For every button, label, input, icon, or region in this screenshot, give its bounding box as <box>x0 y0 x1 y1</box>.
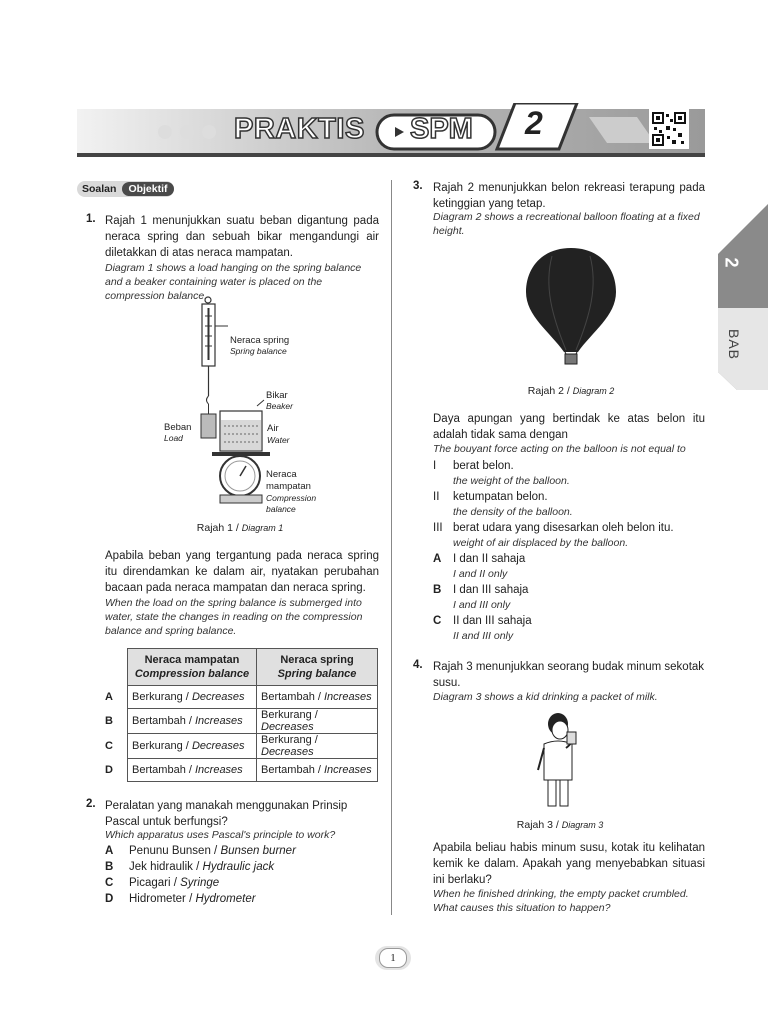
spring-balance-diagram <box>160 296 270 516</box>
q1-caption-en: Diagram 1 <box>241 523 284 533</box>
q1-answer-table <box>105 648 378 782</box>
label-air-en: Water <box>267 435 290 445</box>
q3-caption-en: Diagram 2 <box>572 386 615 396</box>
side-tab-number: 2 <box>721 257 742 268</box>
section-label-soalan: Soalan <box>82 183 117 195</box>
side-tab-label: BAB <box>726 329 742 361</box>
q1-text-ms: Rajah 1 menunjukkan suatu beban digantung pada neraca spring dan sebuah bikar mengandungi air diletakkan di atas neraca mampatan. <box>105 215 379 259</box>
table-row[interactable] <box>105 734 378 759</box>
table-cell: Bertambah / Increases <box>257 686 378 709</box>
q4-ask-ms: Apabila beliau habis minum susu, kotak itu kelihatan kemik ke dalam. Apakah yang menyebabkan situasi ini berlaku? <box>433 842 705 886</box>
label-air-ms: Air <box>267 423 279 434</box>
table-cell: Berkurang / Decreases <box>128 734 257 759</box>
banner-sub: SPM <box>410 113 473 145</box>
q1-caption <box>180 522 300 534</box>
table-row[interactable] <box>105 686 378 709</box>
q4-text-ms: Rajah 3 menunjukkan seorang budak minum sekotak susu. <box>433 661 705 689</box>
section-label-objektif: Objektif <box>122 182 173 196</box>
q3-option-a[interactable]: A I dan II sahaja I and II only <box>433 553 526 580</box>
q3-text-en: Diagram 2 shows a recreational balloon floating at a fixed height. <box>433 211 700 237</box>
q3-statement-2: II ketumpatan belon. the density of the balloon. <box>433 491 573 518</box>
row-label: A <box>105 691 113 703</box>
column-divider <box>391 180 392 915</box>
label-beban-en: Load <box>164 433 183 443</box>
table-cell: Berkurang / Decreases <box>128 686 257 709</box>
q3-ask-en: The bouyant force acting on the balloon is not equal to <box>433 443 686 455</box>
q1-ask-ms: Apabila beban yang tergantung pada neraca spring itu direndamkan ke dalam air, nyatakan perubahan bacaan pada neraca mampatan dan neraca spring. <box>105 550 379 594</box>
table-cell: Berkurang / Decreases <box>257 709 378 734</box>
practice-banner <box>77 103 705 157</box>
q4-number: 4. <box>413 659 423 671</box>
label-spring-en: Spring balance <box>230 346 287 356</box>
table-header-spring: Neraca spring Spring balance <box>257 649 378 686</box>
q4-ask-en: When he finished drinking, the empty packet crumbled. What causes this situation to happen? <box>433 888 689 914</box>
q2-number: 2. <box>86 798 96 810</box>
label-comp-ms2: mampatan <box>266 481 311 492</box>
q3-option-b[interactable]: B I dan III sahaja I and III only <box>433 584 529 611</box>
q1-number: 1. <box>86 213 96 225</box>
table-cell: Bertambah / Increases <box>128 759 257 782</box>
banner-number: 2 <box>525 105 543 141</box>
banner-title: PRAKTIS <box>234 113 365 145</box>
hot-air-balloon-image <box>522 246 620 370</box>
chapter-side-tab <box>715 204 768 390</box>
table-cell: Bertambah / Increases <box>257 759 378 782</box>
label-comp-en2: balance <box>266 504 296 514</box>
q2-text-ms: Peralatan yang manakah menggunakan Prinsip Pascal untuk berfungsi? <box>105 800 348 828</box>
label-bikar-ms: Bikar <box>266 390 288 401</box>
table-header-compression: Neraca mampatan Compression balance <box>128 649 257 686</box>
q3-caption <box>503 385 639 397</box>
q2-options <box>105 843 379 907</box>
label-comp-en1: Compression <box>266 493 317 503</box>
section-label <box>77 181 174 197</box>
q1-ask-en: When the load on the spring balance is submerged into water, state the changes in reading on the compression balance and spring balance. <box>105 597 363 637</box>
q3-statement-1: I berat belon. the weight of the balloon. <box>433 460 570 487</box>
q4-caption-en: Diagram 3 <box>561 820 604 830</box>
label-beban-ms: Beban <box>164 422 192 433</box>
label-spring-ms: Neraca spring <box>230 335 290 346</box>
q1-caption-ms: Rajah 1 / <box>196 522 239 534</box>
q3-text-ms: Rajah 2 menunjukkan belon rekreasi terapung pada ketinggian yang tetap. <box>433 182 705 210</box>
kid-drinking-image <box>528 710 588 810</box>
q3-option-c[interactable]: C II dan III sahaja II and III only <box>433 615 532 642</box>
q4-caption-ms: Rajah 3 / <box>516 819 559 831</box>
q4-text-en: Diagram 3 shows a kid drinking a packet of milk. <box>433 691 658 703</box>
table-cell: Bertambah / Increases <box>128 709 257 734</box>
q2-option-b[interactable]: B Jek hidraulik / Hydraulic jack <box>105 861 275 873</box>
row-label: B <box>105 715 113 727</box>
row-label: D <box>105 764 113 776</box>
q2-option-c[interactable]: C Picagari / Syringe <box>105 877 220 889</box>
label-bikar-en: Beaker <box>266 401 293 411</box>
page-number-badge <box>375 946 411 970</box>
q3-caption-ms: Rajah 2 / <box>527 385 570 397</box>
table-row[interactable] <box>105 709 378 734</box>
q2-option-a[interactable]: A Penunu Bunsen / Bunsen burner <box>105 845 296 857</box>
q2-option-d[interactable]: D Hidrometer / Hydrometer <box>105 893 256 905</box>
label-comp-ms1: Neraca <box>266 469 297 480</box>
qr-code-icon[interactable] <box>651 111 687 147</box>
q2-text-en: Which apparatus uses Pascal's principle to work? <box>105 829 336 841</box>
table-header-row <box>105 649 378 686</box>
table-row[interactable] <box>105 759 378 782</box>
table-cell: Berkurang / Decreases <box>257 734 378 759</box>
q3-statement-3: III berat udara yang disesarkan oleh belon itu. weight of air displaced by the balloon. <box>433 522 674 549</box>
q3-number: 3. <box>413 180 423 192</box>
q3-ask-ms: Daya apungan yang bertindak ke atas belon itu adalah tidak sama dengan <box>433 413 705 441</box>
q1-text-en: Diagram 1 shows a load hanging on the spring balance and a beaker containing water is placed on the compression balance. <box>105 262 362 302</box>
q3-statements <box>433 458 705 643</box>
q4-caption <box>497 819 623 831</box>
page-number: 1 <box>379 948 407 968</box>
banner-graphic <box>77 103 705 157</box>
row-label: C <box>105 740 113 752</box>
